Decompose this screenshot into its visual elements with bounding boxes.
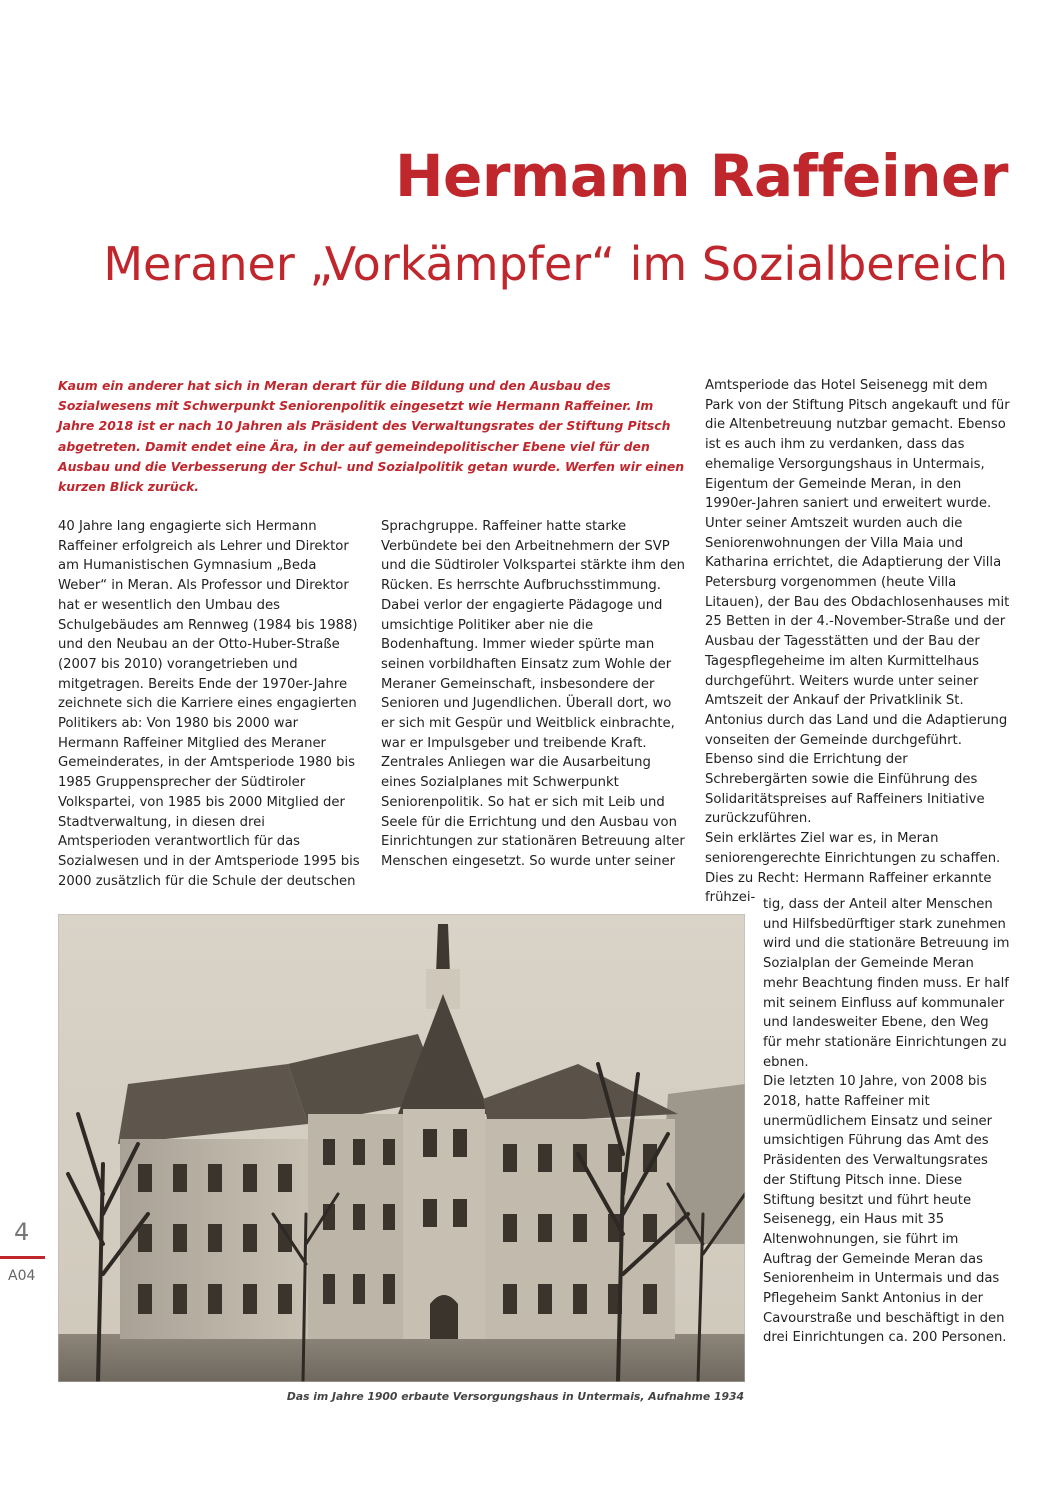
column-paragraph: 40 Jahre lang engagierte sich Hermann Raffeiner erfolgreich als Lehrer und Direktor am Humanistischen Gymnasium „Beda Weber“ in Meran. Als Professor und Direktor hat er wesentlich den Umbau des Schulgebäudes am Rennweg (1984 bis 1988) und den Neubau an der Otto-Huber-Straße (2007 bis 2010) vorangetrieben und mitgetragen. Bereits Ende der 1970er-Jahre zeichnete sich die Karriere eines engagierten Politikers ab: Von 1980 bis 2000 war Hermann Raffeiner Mitglied des Meraner Gemeinderates, in der Amtsperiode 1980 bis 1985 Gruppensprecher der Südtiroler Volkspartei, von 1985 bis 2000 Mitglied der Stadtverwaltung, in diesen drei Amtsperioden verantwortlich für das Sozialwesen und in der Amtsperiode 1995 bis 2000 zusätzlich für die Schule der deutschen — [58, 519, 360, 889]
column-paragraph: Sprachgruppe. Raffeiner hatte starke Verbündete bei den Arbeitnehmern der SVP und die Südtiroler Volkspartei stärkte ihm den Rücken. Es herrschte Aufbruchsstimmung. Dabei verlor der engagierte Pädagoge und umsichtige Politiker aber nie die Bodenhaftung. Immer wieder spürte man seinen vorbildhaften Einsatz zum Wohle der Meraner Gemeinschaft, insbesondere der Senioren und Jugendlichen. Überall dort, wo er sich mit Gespür und Weitblick einbrachte, war er Impulsgeber und treibende Kraft. — [381, 519, 685, 751]
article-subtitle: Meraner „Vorkämpfer“ im Sozialbereich — [103, 237, 1008, 291]
page-marker-line — [0, 1256, 45, 1259]
column-paragraph: Amtsperiode das Hotel Seisenegg mit dem Park von der Stiftung Pitsch angekauft und für die Altenbetreuung nutzbar gemacht. Ebenso ist es auch ihm zu verdanken, dass das ehemalige Versorgungshaus in Untermais, Eigentum der Gemeinde Meran, in den 1990er-Jahren saniert und erweitert wurde. Unter seiner Amtszeit wurden auch die Seniorenwohnungen der Villa Maia und Katharina errichtet, die Adaptierung der Villa Petersburg vorgenommen (heute Villa Litauen), der Bau des Obdachlosenhauses mit 25 Betten in der 4.-November-Straße und der Ausbau der Tagesstätten und der Bau der Tagespflegeheime im alten Kurmittelhaus durchgeführt. Weiters wurde unter seiner Amtszeit der Ankauf der Privatklinik St. Antonius durch das Land und die Adaptierung vonseiten der Gemeinde durchgeführt. Ebenso sind die Errichtung der Schrebergärten sowie die Einführung des Solidaritätspreises auf Raffeiners Initiative zurückzuführen. — [705, 378, 1010, 827]
text-column-2 — [381, 517, 687, 872]
intro-paragraph: Kaum ein anderer hat sich in Meran derart für die Bildung und den Ausbau des Sozialwesens mit Schwerpunkt Seniorenpolitik eingesetzt wie Hermann Raffeiner. Im Jahre 2018 ist er nach 10 Jahren als Präsident des Verwaltungsrates der Stiftung Pitsch abgetreten. Damit endet eine Ära, in der auf gemeindepolitischer Ebene viel für den Ausbau und die Verbesserung der Schul- und Sozialpolitik getan wurde. Werfen wir einen kurzen Blick zurück. — [58, 378, 685, 495]
page-code: A04 — [8, 1268, 36, 1284]
article-title: Hermann Raffeiner — [394, 142, 1008, 210]
text-column-3-continued — [763, 895, 1010, 1348]
column-paragraph: Zentrales Anliegen war die Ausarbeitung eines Sozialplanes mit Schwerpunkt Seniorenpolitik. So hat er sich mit Leib und Seele für die Errichtung und den Ausbau von Einrichtungen zur stationären Betreuung alter Menschen eingesetzt. So wurde unter seiner — [381, 755, 685, 869]
photo-caption: Das im Jahre 1900 erbaute Versorgungshaus in Untermais, Aufnahme 1934 — [286, 1390, 744, 1403]
column-paragraph: Sein erklärtes Ziel war es, in Meran seniorengerechte Einrichtungen zu schaffen. Dies zu Recht: Hermann Raffeiner erkannte frühzei- — [705, 831, 1001, 906]
column-paragraph: Die letzten 10 Jahre, von 2008 bis 2018, hatte Raffeiner mit unermüdlichem Einsatz und seiner umsichtigen Führung das Amt des Präsidenten des Verwaltungsrates der Stiftung Pitsch inne. Diese Stiftung besitzt und führt heute Seisenegg, ein Haus mit 35 Altenwohnungen, sie führt im Auftrag der Gemeinde Meran das Seniorenheim in Untermais und das Pflegeheim Sankt Antonius in der Cavourstraße und beschäftigt in den drei Einrichtungen ca. 200 Personen. — [763, 1074, 1007, 1346]
text-column-1 — [58, 517, 360, 891]
text-column-3 — [705, 376, 1010, 908]
column-paragraph: tig, dass der Anteil alter Menschen und Hilfsbedürftiger stark zunehmen wird und die stationäre Betreuung im Sozialplan der Gemeinde Meran mehr Beachtung finden muss. Er half mit seinem Einfluss auf kommunaler und landesweiter Ebene, den Weg für mehr stationäre Einrichtungen zu ebnen. — [763, 897, 1010, 1070]
page-number: 4 — [14, 1218, 30, 1246]
historic-building-photo — [58, 914, 745, 1382]
